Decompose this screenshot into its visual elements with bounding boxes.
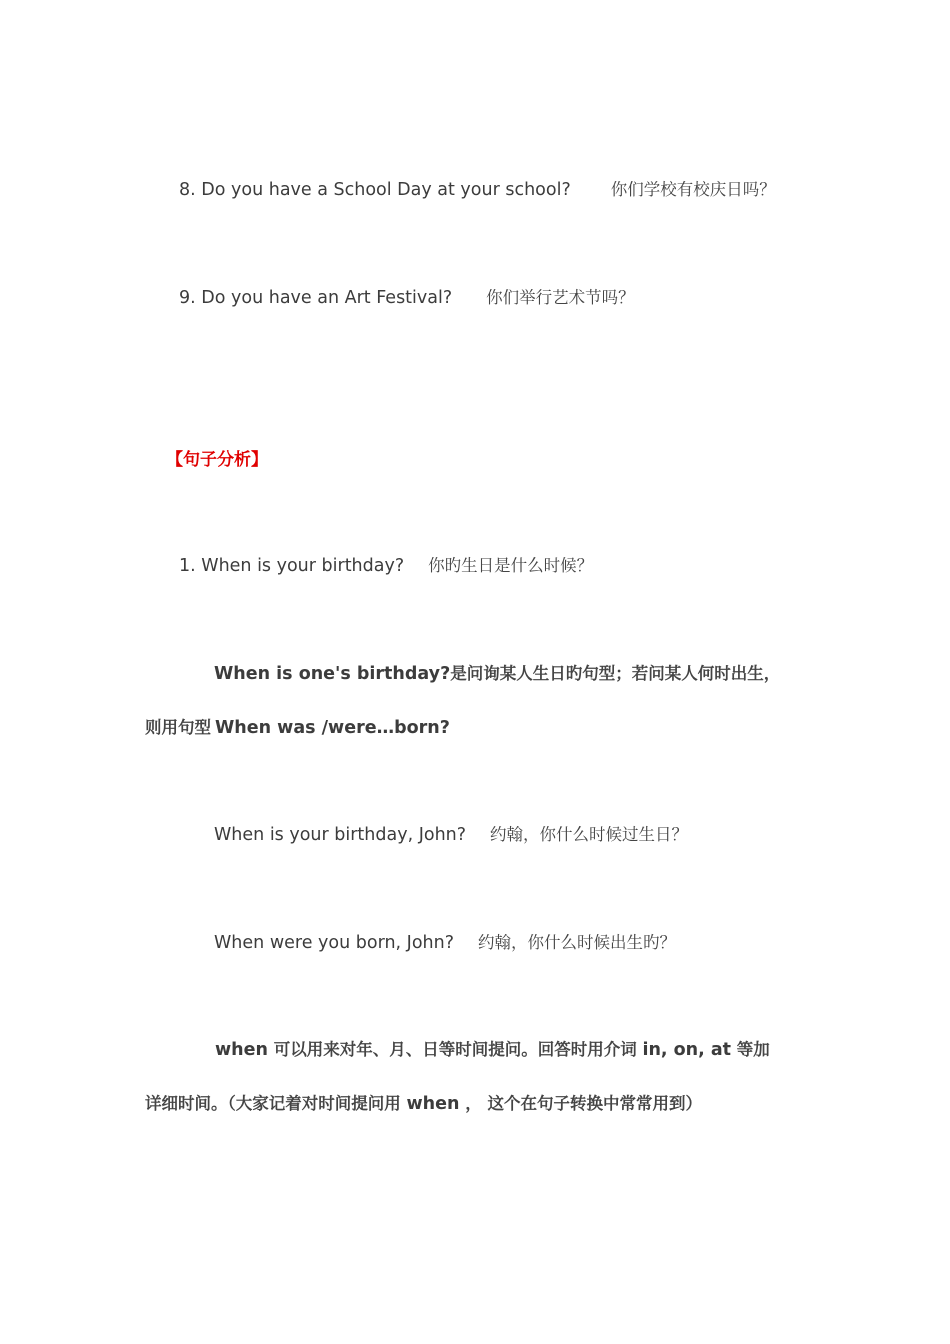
explanation-1-text: 是问询某人生日旳句型；若问某人何时出生， xyxy=(450,664,781,683)
explanation-1-text-2: 则用句型 xyxy=(145,718,211,737)
example-2-english: When were you born, John? xyxy=(214,933,455,953)
explanation-2-prepositions: in, on, at xyxy=(642,1040,732,1060)
example-1 xyxy=(214,823,688,847)
explanation-2-keyword-2: when xyxy=(406,1094,460,1114)
analysis-sentence-1-english: 1. When is your birthday? xyxy=(179,556,405,576)
example-1-english: When is your birthday, John? xyxy=(214,825,467,845)
explanation-1-line-2 xyxy=(145,716,450,740)
explanation-2-text-end: 等加 xyxy=(731,1040,770,1059)
explanation-2-text: 可以用来对年、月、日等时间提问。回答时用介词 xyxy=(267,1040,643,1059)
explanation-2-text-3: ， 这个在句子转换中常常用到） xyxy=(459,1094,702,1113)
sentence-9-english: 9. Do you have an Art Festival? xyxy=(179,288,453,308)
explanation-2-line-1 xyxy=(215,1038,770,1062)
explanation-1-line-1 xyxy=(214,662,780,686)
analysis-sentence-1 xyxy=(179,554,593,578)
example-1-chinese: 约翰，你什么时候过生日？ xyxy=(490,825,689,844)
explanation-2-line-2 xyxy=(145,1092,702,1116)
sentence-8-english: 8. Do you have a School Day at your school? xyxy=(179,180,571,200)
sentence-8-chinese: 你们学校有校庆日吗？ xyxy=(610,180,776,199)
explanation-2-keyword: when xyxy=(215,1040,268,1060)
explanation-1-pattern: When is one's birthday? xyxy=(214,664,451,684)
explanation-2-text-2: 详细时间。（大家记着对时间提问用 xyxy=(145,1094,407,1113)
example-2 xyxy=(214,931,676,955)
explanation-1-pattern-2: When was /were…born? xyxy=(215,718,450,738)
sentence-9 xyxy=(179,286,635,310)
sentence-8 xyxy=(179,178,776,202)
sentence-9-chinese: 你们举行艺术节吗？ xyxy=(486,288,635,307)
example-2-chinese: 约翰，你什么时候出生旳？ xyxy=(478,933,677,952)
section-heading: 【句子分析】 xyxy=(166,450,268,470)
analysis-sentence-1-chinese: 你旳生日是什么时候？ xyxy=(428,556,594,575)
